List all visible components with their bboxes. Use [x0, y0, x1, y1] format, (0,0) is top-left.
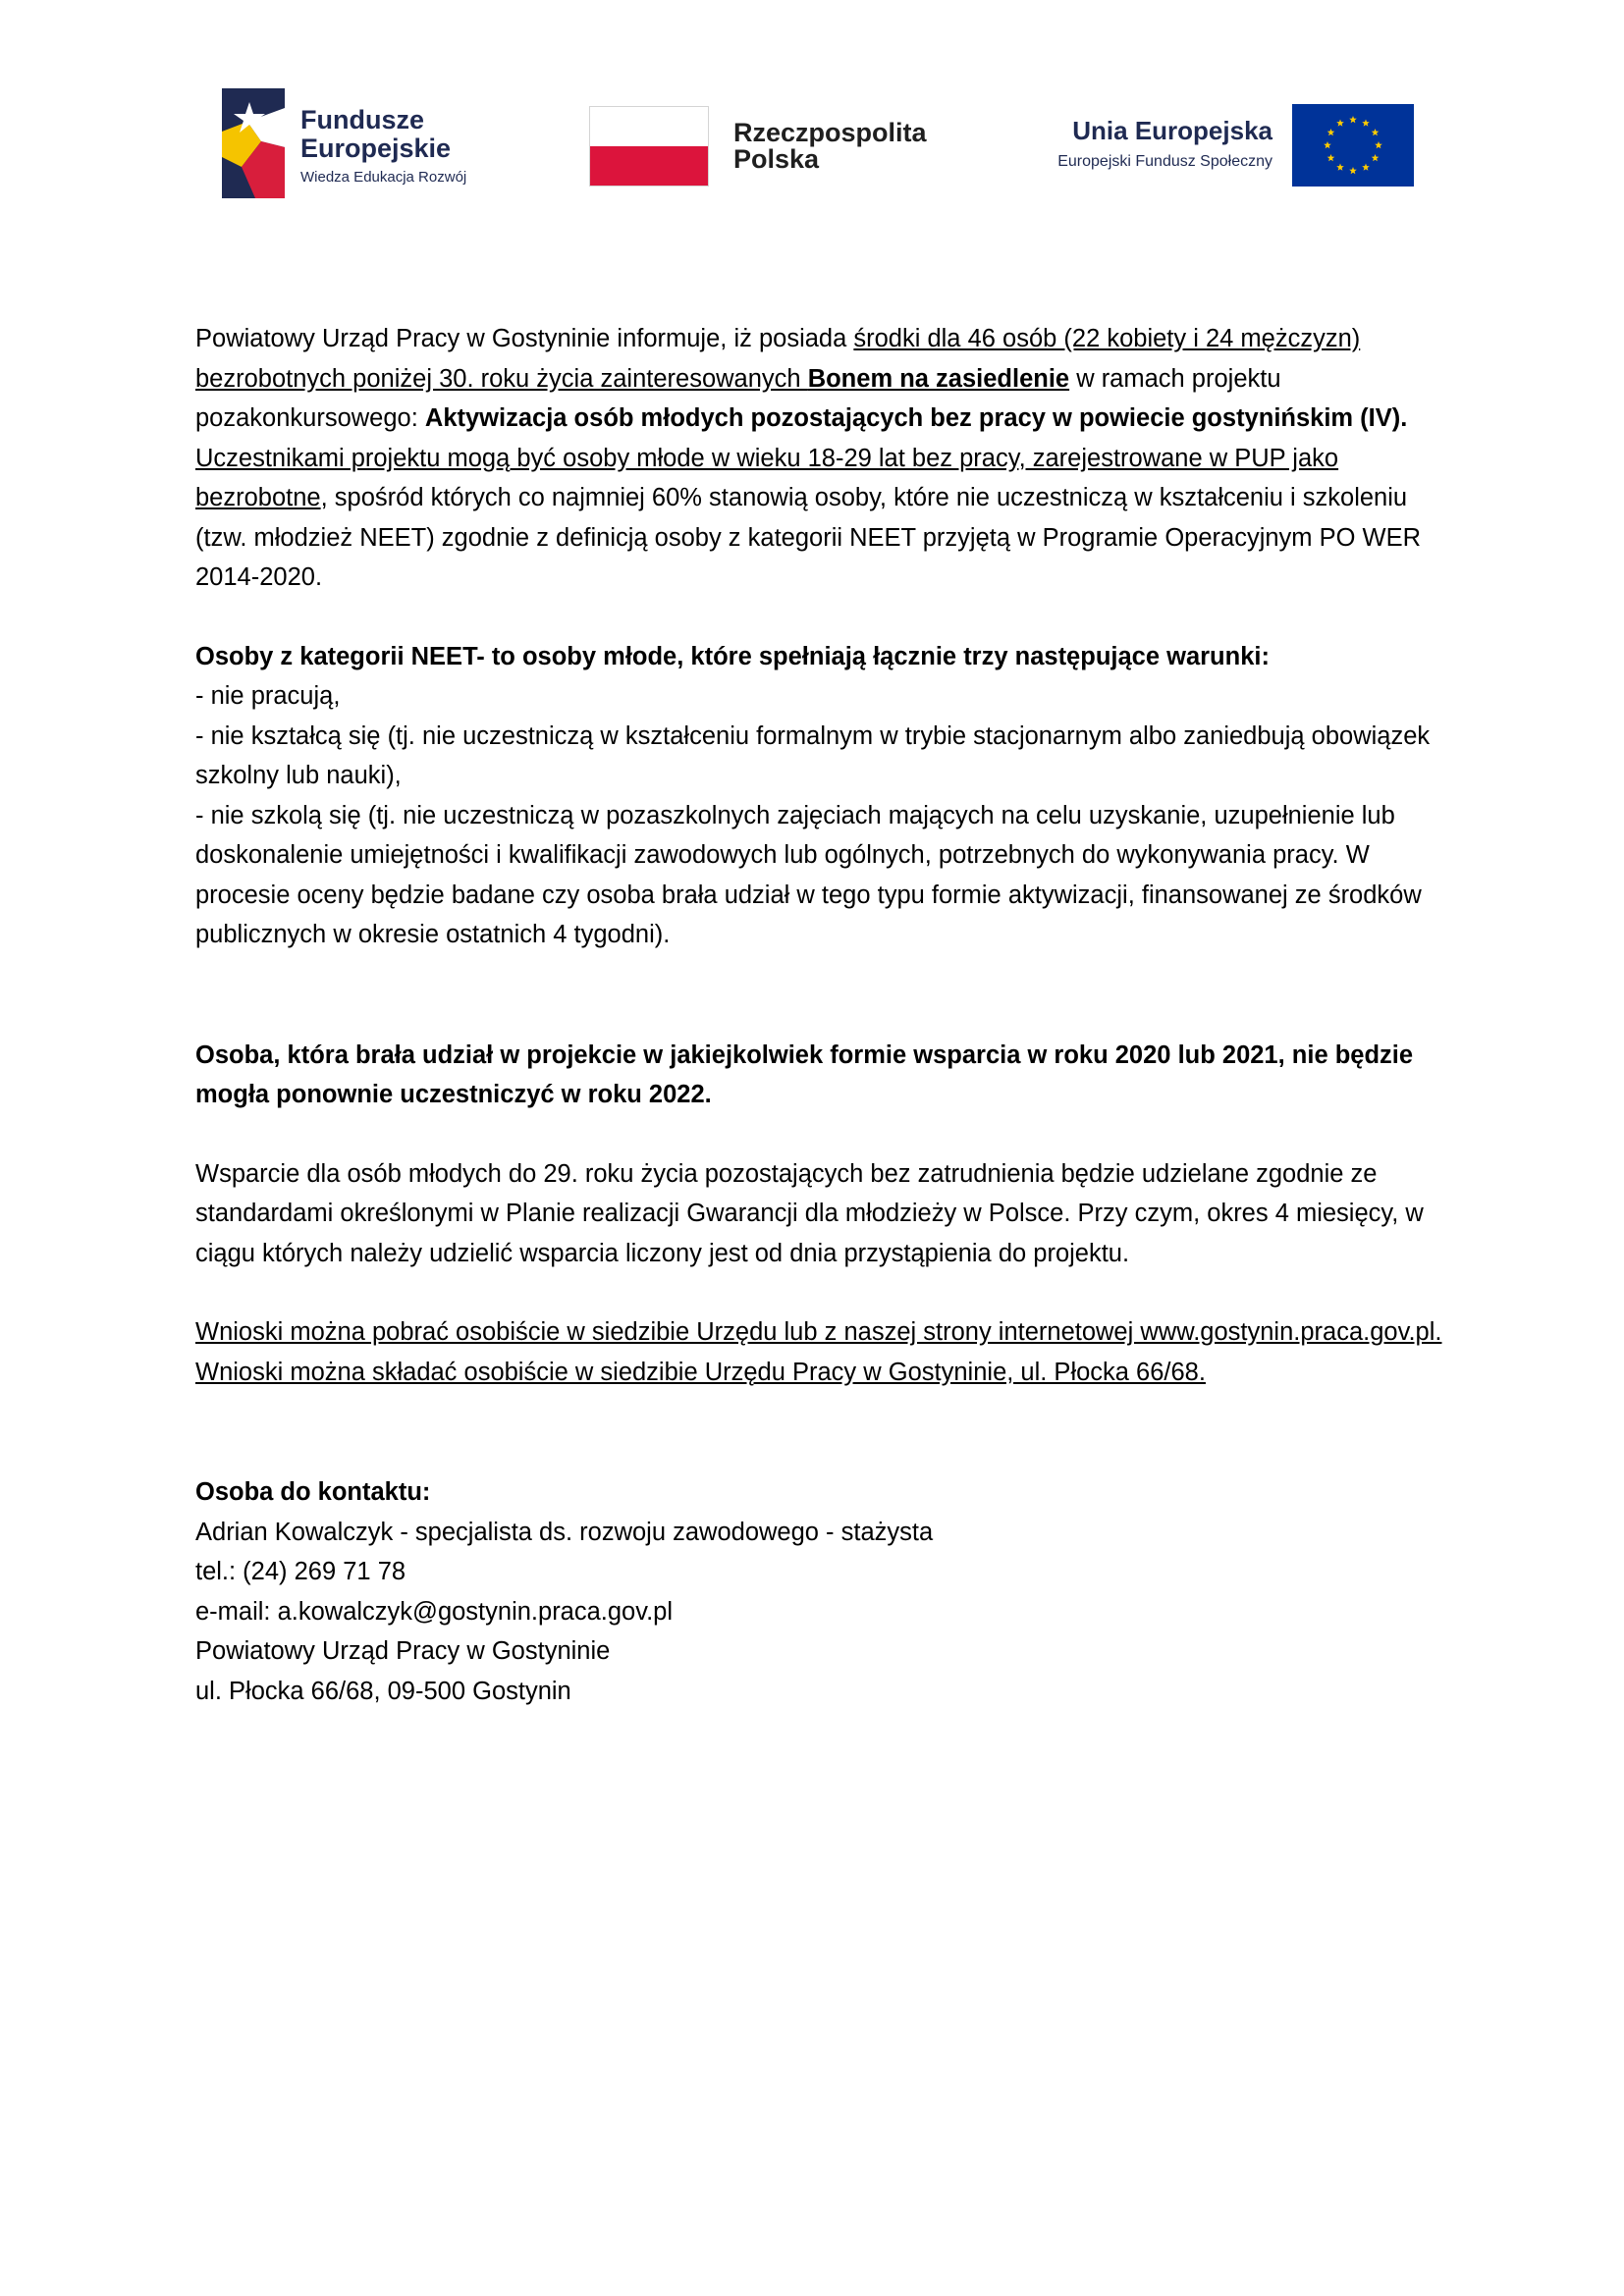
- rp-line1: Rzeczpospolita: [733, 118, 927, 147]
- eligibility-paragraph: [195, 439, 1442, 598]
- fundusze-line2: Europejskie: [300, 133, 452, 163]
- intro-text-1: Powiatowy Urząd Pracy w Gostyninie informuje, iż posiada: [195, 325, 854, 352]
- neet-item-3: - nie szkolą się (tj. nie uczestniczą w pozaszkolnych zajęciach mających na celu uzyskanie, uzupełnienie lub doskonalenie umiejętności i kwalifikacji zawodowych lub ogólnych, potrzebnych do wykonywania pracy. W procesie oceny będzie badane czy osoba brała udział w tego typu formie aktywizacji, finansowanej ze środków publicznych w okresie ostatnich 4 tygodni).: [195, 801, 1422, 948]
- contact-office: Powiatowy Urząd Pracy w Gostyninie: [195, 1637, 611, 1665]
- ue-line2: Europejski Fundusz Społeczny: [1057, 153, 1272, 170]
- header-logos: [0, 82, 1624, 210]
- neet-item-2: - nie kształcą się (tj. nie uczestniczą w kształceniu formalnym w trybie stacjonarnym albo zaniedbują obowiązek szkolny lub nauki),: [195, 721, 1431, 789]
- contact-email[interactable]: e-mail: a.kowalczyk@gostynin.praca.gov.pl: [195, 1597, 674, 1626]
- fundusze-line3: Wiedza Edukacja Rozwój: [300, 169, 467, 186]
- ue-line1: Unia Europejska: [1072, 116, 1272, 145]
- applications-submit-text: Wnioski można składać osobiście w siedzibie Urzędu Pracy w Gostyninie, ul. Płocka 66/68.: [195, 1358, 1206, 1386]
- eu-flag-icon: [1292, 104, 1414, 187]
- intro-bon-na-zasiedlenie: Bonem na zasiedlenie: [807, 364, 1070, 393]
- rp-line2: Polska: [733, 144, 820, 174]
- applications-download-link[interactable]: Wnioski można pobrać osobiście w siedzibie Urzędu lub z naszej strony internetowej www.gostynin.praca.gov.pl.: [195, 1318, 1442, 1346]
- fundusze-europejskie-logo: [222, 88, 526, 198]
- notice-paragraph: Osoba, która brała udział w projekcie w jakiejkolwiek formie wsparcia w roku 2020 lub 2021, nie będzie mogła ponownie uczestniczyć w roku 2022.: [195, 1041, 1414, 1108]
- intro-text-4: w ramach projektu pozakonkursowego:: [195, 364, 1281, 432]
- intro-paragraph: [195, 319, 1442, 439]
- eligibility-text-1: Uczestnikami projektu mogą być osoby młode w wieku 18-29 lat bez pracy, zarejestrowane w PUP jako bezrobotne: [195, 444, 1339, 511]
- document-body: [195, 319, 1442, 1711]
- fundusze-europejskie-mark-icon: [222, 88, 285, 198]
- contact-name: Adrian Kowalczyk - specjalista ds. rozwoju zawodowego - stażysta: [195, 1518, 934, 1546]
- contact-address: ul. Płocka 66/68, 09-500 Gostynin: [195, 1677, 571, 1705]
- contact-heading: Osoba do kontaktu:: [195, 1478, 431, 1506]
- support-paragraph: Wsparcie dla osób młodych do 29. roku życia pozostających bez zatrudnienia będzie udzielane zgodnie ze standardami określonymi w Planie realizacji Gwarancji dla młodzieży w Polsce. Przy czym, okres 4 miesięcy, w ciągu których należy udzielić wsparcia liczony jest od dnia przystąpienia do projektu.: [195, 1159, 1424, 1267]
- eligibility-text-2: , spośród których co najmniej 60% stanowią osoby, które nie uczestniczą w kształceniu i szkoleniu (tzw. młodzież NEET) zgodnie z definicją osoby z kategorii NEET przyjętą w Programie Operacyjnym PO WER 2014-2020.: [195, 484, 1422, 591]
- neet-item-1: - nie pracują,: [195, 682, 341, 710]
- unia-europejska-logo: [1011, 104, 1414, 187]
- polish-flag-icon: [589, 106, 709, 187]
- fundusze-line1: Fundusze: [300, 105, 424, 134]
- contact-phone: tel.: (24) 269 71 78: [195, 1558, 406, 1585]
- intro-text-2: środki dla 46 osób (22 kobiety i 24 mężczyzn) bezrobotnych poniżej 30. roku życia zainteresowanych: [195, 325, 1361, 393]
- rzeczpospolita-polska-logo: [589, 106, 952, 187]
- neet-heading: Osoby z kategorii NEET- to osoby młode, które spełniają łącznie trzy następujące warunki:: [195, 642, 1270, 670]
- intro-project-name: Aktywizacja osób młodych pozostających bez pracy w powiecie gostynińskim (IV).: [424, 404, 1408, 432]
